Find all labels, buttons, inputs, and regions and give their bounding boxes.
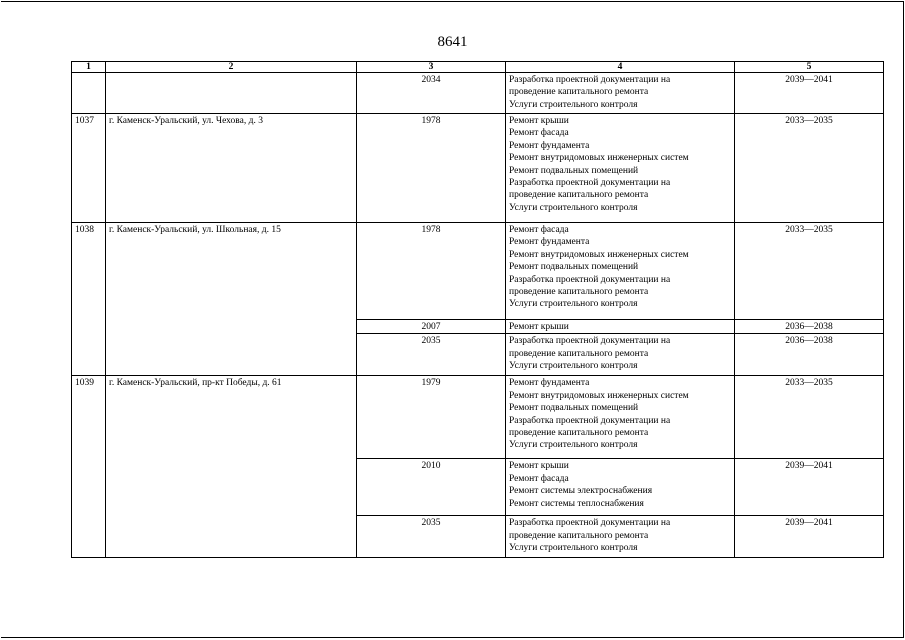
period-cell: 2039—2041	[735, 516, 884, 558]
year-cell: 2034	[357, 73, 506, 114]
work-item: Разработка проектной документации на	[509, 415, 671, 426]
work-item: Разработка проектной документации на	[509, 75, 671, 85]
header-col-2: 2	[106, 62, 357, 73]
work-item: проведение капитального ремонта	[509, 428, 649, 439]
works-table	[71, 61, 884, 558]
work-item: Услуги строительного контроля	[509, 361, 638, 372]
work-item: Ремонт внутридомовых инженерных систем	[509, 390, 689, 401]
work-item: Ремонт крыши	[509, 116, 569, 126]
work-item: проведение капитального ремонта	[509, 287, 649, 298]
works-cell	[506, 73, 735, 114]
work-item: Ремонт фасада	[509, 473, 569, 484]
header-col-3: 3	[357, 62, 506, 73]
address-cell	[106, 73, 357, 114]
work-item: проведение капитального ремонта	[509, 530, 649, 541]
work-item: Ремонт подвальных помещений	[509, 165, 639, 176]
period-cell: 2036—2038	[735, 320, 884, 334]
row-number: 1037	[72, 114, 106, 223]
year-cell: 1979	[357, 376, 506, 459]
year-cell: 2035	[357, 334, 506, 376]
work-item: Ремонт фундамента	[509, 140, 590, 151]
work-item: Услуги строительного контроля	[509, 299, 638, 310]
table-row	[72, 114, 884, 223]
work-item: Разработка проектной документации на	[509, 336, 671, 347]
works-cell	[506, 516, 735, 558]
works-cell	[506, 334, 735, 376]
work-item: Ремонт внутридомовых инженерных систем	[509, 249, 689, 260]
table-row	[72, 376, 884, 459]
work-item: Услуги строительного контроля	[509, 99, 638, 110]
work-item: Ремонт системы электроснабжения	[509, 486, 653, 497]
work-item: Ремонт внутридомовых инженерных систем	[509, 153, 689, 164]
period-cell: 2039—2041	[735, 73, 884, 114]
header-col-4: 4	[506, 62, 735, 73]
row-number	[72, 73, 106, 114]
year-cell: 1978	[357, 223, 506, 320]
year-cell: 2035	[357, 516, 506, 558]
row-number: 1039	[72, 376, 106, 558]
period-cell: 2033—2035	[735, 376, 884, 459]
year-cell: 1978	[357, 114, 506, 223]
work-item: Ремонт фундамента	[509, 378, 590, 389]
work-item: Ремонт системы теплоснабжения	[509, 498, 644, 509]
work-item: Ремонт фасада	[509, 128, 569, 139]
address-cell: г. Каменск-Уральский, пр-кт Победы, д. 61	[106, 376, 357, 558]
period-cell: 2036—2038	[735, 334, 884, 376]
works-cell	[506, 459, 735, 516]
work-item: Разработка проектной документации на	[509, 178, 671, 189]
work-item: Ремонт фасада	[509, 225, 569, 235]
address-cell: г. Каменск-Уральский, ул. Школьная, д. 15	[106, 223, 357, 376]
work-item: Услуги строительного контроля	[509, 440, 638, 451]
header-row	[72, 62, 884, 73]
work-item: Разработка проектной документации на	[509, 274, 671, 285]
works-cell	[506, 114, 735, 223]
work-item: Ремонт подвальных помещений	[509, 262, 639, 273]
page-number: 8641	[437, 34, 468, 50]
table-row	[72, 223, 884, 320]
work-item: Ремонт фундамента	[509, 237, 590, 248]
period-cell: 2033—2035	[735, 114, 884, 223]
year-cell: 2007	[357, 320, 506, 334]
table-row	[72, 73, 884, 114]
header-col-5: 5	[735, 62, 884, 73]
works-cell	[506, 223, 735, 320]
work-item: Услуги строительного контроля	[509, 202, 638, 213]
work-item: Ремонт подвальных помещений	[509, 403, 639, 414]
work-item: Разработка проектной документации на	[509, 518, 671, 529]
work-item: проведение капитального ремонта	[509, 348, 649, 359]
work-item: проведение капитального ремонта	[509, 190, 649, 201]
work-item: Ремонт крыши	[509, 322, 569, 332]
work-item: Услуги строительного контроля	[509, 543, 638, 554]
work-item: проведение капитального ремонта	[509, 87, 649, 98]
row-number: 1038	[72, 223, 106, 376]
works-cell	[506, 376, 735, 459]
work-item: Ремонт крыши	[509, 461, 569, 472]
year-cell: 2010	[357, 459, 506, 516]
header-col-1: 1	[72, 62, 106, 73]
address-cell: г. Каменск-Уральский, ул. Чехова, д. 3	[106, 114, 357, 223]
works-cell	[506, 320, 735, 334]
period-cell: 2033—2035	[735, 223, 884, 320]
period-cell: 2039—2041	[735, 459, 884, 516]
